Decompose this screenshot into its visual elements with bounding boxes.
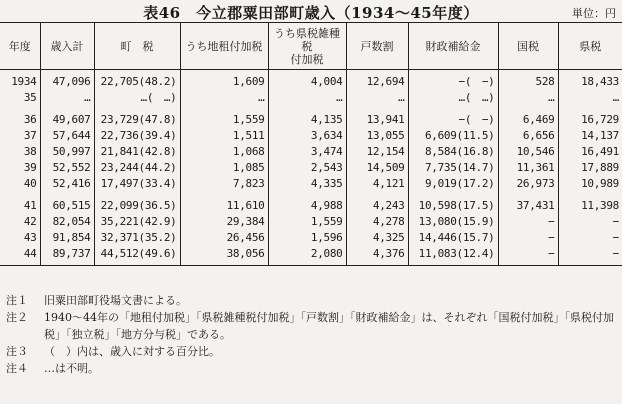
cell-land-surtax: 11,610	[180, 192, 268, 214]
table-row	[0, 176, 622, 192]
table-row	[0, 246, 622, 266]
cell-year: 39	[23, 161, 37, 174]
cell-subsidy: …( …)	[408, 90, 498, 106]
cell-prefectural: 11,398	[558, 192, 622, 214]
cell-year: 41	[23, 199, 37, 212]
cell-prefectural: 10,989	[558, 176, 622, 192]
cell-total: 91,854	[40, 230, 94, 246]
cell-total: …	[40, 90, 94, 106]
cell-subsidy: 9,019(17.2)	[408, 176, 498, 192]
cell-town-tax: 23,244(44.2)	[94, 160, 180, 176]
cell-national: 10,546	[498, 144, 558, 160]
cell-misc-surtax: 1,559	[268, 214, 346, 230]
note-item	[6, 343, 618, 360]
cell-prefectural: 17,889	[558, 160, 622, 176]
cell-town-tax: …( …)	[94, 90, 180, 106]
cell-misc-surtax: 4,335	[268, 176, 346, 192]
cell-misc-surtax: 3,634	[268, 128, 346, 144]
cell-subsidy: 13,080(15.9)	[408, 214, 498, 230]
cell-prefectural: −	[558, 214, 622, 230]
cell-land-surtax: 1,085	[180, 160, 268, 176]
header-cell: 歳入計	[40, 23, 94, 70]
cell-prefectural: 18,433	[558, 70, 622, 91]
cell-prefectural: 16,491	[558, 144, 622, 160]
table-row	[0, 214, 622, 230]
note-item	[6, 360, 618, 377]
note-label: 注２	[6, 311, 28, 324]
table-row	[0, 192, 622, 214]
cell-misc-surtax: 4,004	[268, 70, 346, 91]
cell-year: 40	[23, 177, 37, 190]
cell-total: 82,054	[40, 214, 94, 230]
header-cell: 戸数割	[346, 23, 408, 70]
table-row	[0, 90, 622, 106]
cell-total: 52,552	[40, 160, 94, 176]
cell-subsidy: 11,083(12.4)	[408, 246, 498, 266]
cell-total: 89,737	[40, 246, 94, 266]
cell-total: 57,644	[40, 128, 94, 144]
table-row	[0, 70, 622, 91]
note-item	[6, 292, 618, 309]
cell-misc-surtax: 3,474	[268, 144, 346, 160]
table-row	[0, 160, 622, 176]
cell-land-surtax: 29,384	[180, 214, 268, 230]
cell-year: 35	[23, 91, 37, 104]
cell-subsidy: −( −)	[408, 70, 498, 91]
cell-land-surtax: 7,823	[180, 176, 268, 192]
note-label: 注４	[6, 362, 28, 375]
cell-national: 528	[498, 70, 558, 91]
note-label: 注３	[6, 345, 28, 358]
notes	[6, 292, 618, 377]
cell-household: 14,509	[346, 160, 408, 176]
cell-misc-surtax: 2,080	[268, 246, 346, 266]
cell-national: 11,361	[498, 160, 558, 176]
cell-town-tax: 17,497(33.4)	[94, 176, 180, 192]
note-text: （ ）内は、歳入に対する百分比。	[44, 345, 220, 358]
table-row	[0, 128, 622, 144]
cell-subsidy: 14,446(15.7)	[408, 230, 498, 246]
cell-household: 12,154	[346, 144, 408, 160]
cell-land-surtax: 38,056	[180, 246, 268, 266]
cell-household: 4,325	[346, 230, 408, 246]
cell-national: 6,656	[498, 128, 558, 144]
cell-national: 6,469	[498, 106, 558, 128]
cell-household: …	[346, 90, 408, 106]
header-cell: 年度	[0, 23, 40, 70]
cell-subsidy: 10,598(17.5)	[408, 192, 498, 214]
header-cell: 財政補給金	[408, 23, 498, 70]
cell-year: 43	[23, 231, 37, 244]
cell-subsidy: −( −)	[408, 106, 498, 128]
cell-town-tax: 21,841(42.8)	[94, 144, 180, 160]
header-row	[0, 23, 622, 70]
note-text: …は不明。	[44, 362, 99, 375]
table-row	[0, 106, 622, 128]
cell-prefectural: −	[558, 246, 622, 266]
cell-land-surtax: 1,609	[180, 70, 268, 91]
cell-household: 13,055	[346, 128, 408, 144]
cell-year: 1934	[11, 75, 37, 88]
header-cell: 町 税	[94, 23, 180, 70]
cell-year: 38	[23, 145, 37, 158]
cell-national: 26,973	[498, 176, 558, 192]
note-item	[6, 309, 618, 343]
table-title: 表46 今立郡粟田部町歳入（1934〜45年度）	[143, 4, 479, 22]
cell-misc-surtax: 1,596	[268, 230, 346, 246]
cell-year: 36	[23, 113, 37, 126]
cell-subsidy: 8,584(16.8)	[408, 144, 498, 160]
cell-household: 4,243	[346, 192, 408, 214]
cell-national: −	[498, 214, 558, 230]
header-cell: うち県税雑種税 付加税	[268, 23, 346, 70]
cell-misc-surtax: 4,988	[268, 192, 346, 214]
cell-subsidy: 6,609(11.5)	[408, 128, 498, 144]
cell-prefectural: −	[558, 230, 622, 246]
cell-household: 13,941	[346, 106, 408, 128]
cell-household: 4,376	[346, 246, 408, 266]
cell-total: 47,096	[40, 70, 94, 91]
cell-town-tax: 35,221(42.9)	[94, 214, 180, 230]
header-cell: 国税	[498, 23, 558, 70]
cell-household: 4,278	[346, 214, 408, 230]
cell-town-tax: 23,729(47.8)	[94, 106, 180, 128]
cell-national: 37,431	[498, 192, 558, 214]
cell-town-tax: 44,512(49.6)	[94, 246, 180, 266]
note-text: 1940〜44年の「地租付加税」「県税雑種税付加税」「戸数割」「財政補給金」は、それぞれ「国税付加税」「県税付加税」「独立税」「地方分与税」である。	[44, 311, 614, 341]
cell-household: 4,121	[346, 176, 408, 192]
unit-label: 単位：円	[572, 7, 616, 20]
cell-misc-surtax: 2,543	[268, 160, 346, 176]
cell-year: 37	[23, 129, 37, 142]
cell-year: 42	[23, 215, 37, 228]
cell-prefectural: 16,729	[558, 106, 622, 128]
cell-town-tax: 22,705(48.2)	[94, 70, 180, 91]
cell-subsidy: 7,735(14.7)	[408, 160, 498, 176]
cell-national: …	[498, 90, 558, 106]
cell-land-surtax: …	[180, 90, 268, 106]
note-label: 注１	[6, 294, 28, 307]
cell-total: 49,607	[40, 106, 94, 128]
table-row	[0, 230, 622, 246]
cell-total: 52,416	[40, 176, 94, 192]
header-cell: 県税	[558, 23, 622, 70]
header-cell: うち地租付加税	[180, 23, 268, 70]
cell-land-surtax: 1,559	[180, 106, 268, 128]
cell-land-surtax: 1,068	[180, 144, 268, 160]
table-row	[0, 144, 622, 160]
cell-national: −	[498, 230, 558, 246]
cell-household: 12,694	[346, 70, 408, 91]
cell-town-tax: 22,099(36.5)	[94, 192, 180, 214]
cell-year: 44	[0, 246, 40, 266]
cell-national: −	[498, 246, 558, 266]
cell-total: 50,997	[40, 144, 94, 160]
cell-misc-surtax: …	[268, 90, 346, 106]
cell-total: 60,515	[40, 192, 94, 214]
cell-misc-surtax: 4,135	[268, 106, 346, 128]
cell-town-tax: 22,736(39.4)	[94, 128, 180, 144]
cell-prefectural: …	[558, 90, 622, 106]
cell-land-surtax: 26,456	[180, 230, 268, 246]
cell-town-tax: 32,371(35.2)	[94, 230, 180, 246]
cell-prefectural: 14,137	[558, 128, 622, 144]
cell-land-surtax: 1,511	[180, 128, 268, 144]
note-text: 旧粟田部町役場文書による。	[44, 294, 187, 307]
revenue-table	[0, 22, 622, 266]
